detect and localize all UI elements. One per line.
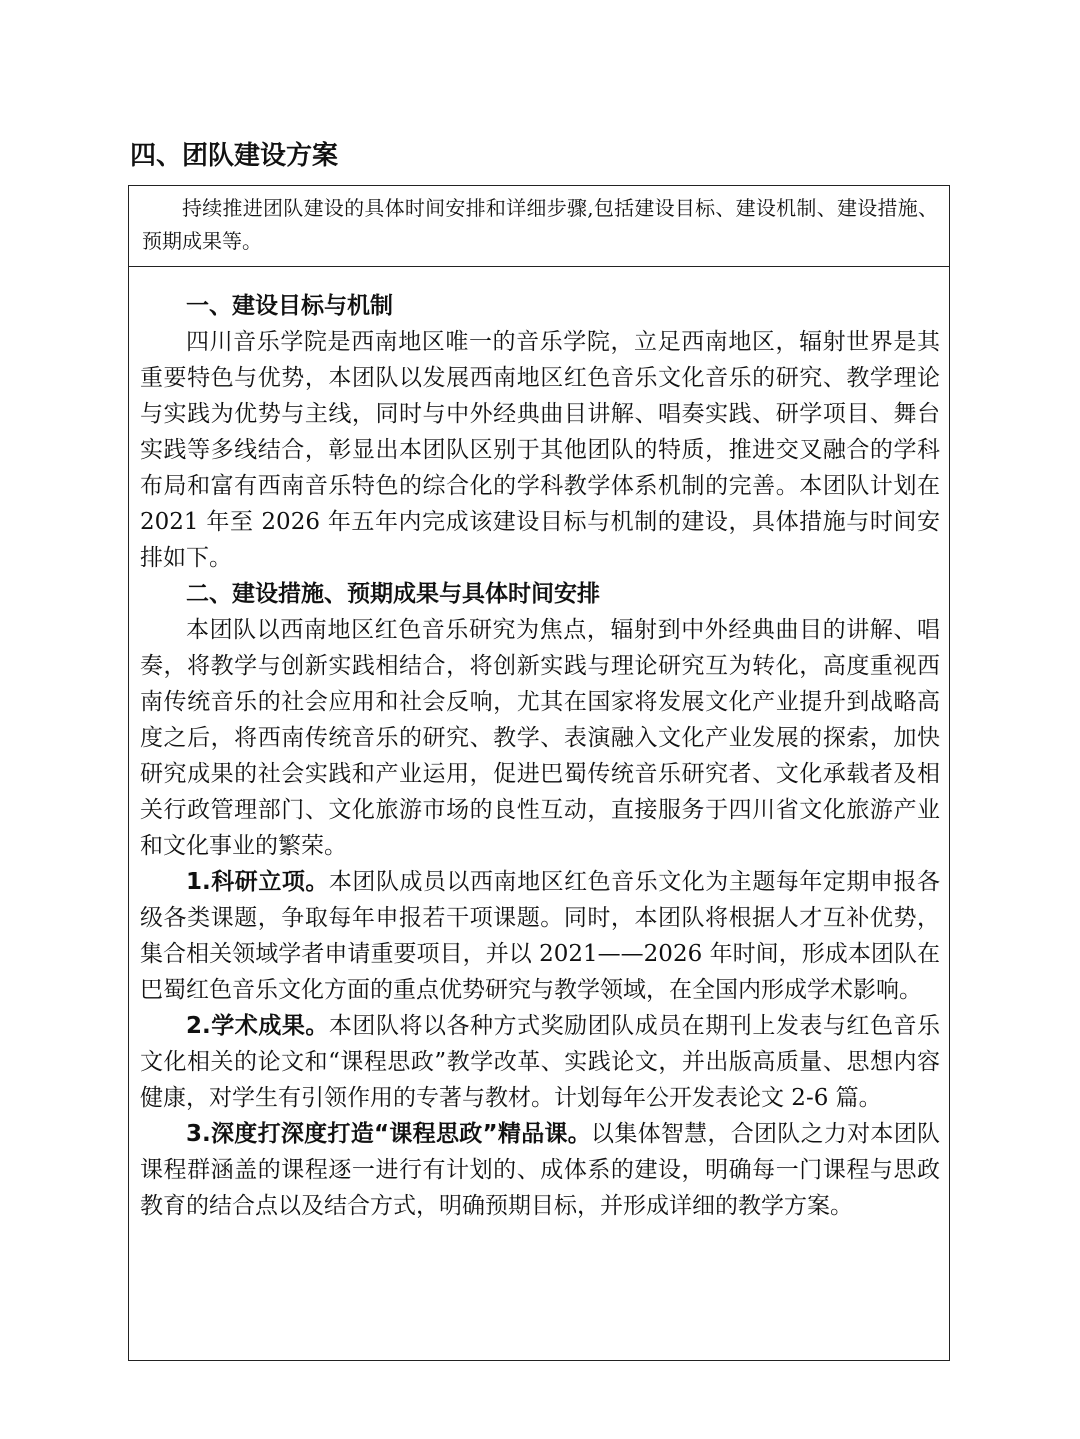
item-research-text: 本团队成员以西南地区红色音乐文化为主题每年定期申报各级各类课题，争取每年申报若干项课题。同时，本团队将根据人才互补优势，集合相关领域学者申请重要项目，并以 2021——2026 年时间，形成本团队在巴蜀红色音乐文化方面的重点优势研究与教学领域，在全国内形成学术影响。 <box>140 869 940 1003</box>
item-academic-text: 本团队将以各种方式奖励团队成员在期刊上发表与红色音乐文化相关的论文和“课程思政”教学改革、实践论文，并出版高质量、思想内容健康，对学生有引领作用的专著与教材。计划每年公开发表论文 2-6 篇。 <box>140 1013 940 1111</box>
content-table <box>128 185 950 1361</box>
table-divider <box>129 266 949 267</box>
section-title: 四、团队建设方案 <box>130 141 339 171</box>
item-academic-title: 2.学术成果。 <box>186 1013 329 1039</box>
heading-measures: 二、建设措施、预期成果与具体时间安排 <box>186 581 600 607</box>
item-academic-results <box>140 1008 940 1116</box>
item-course-text: 以集体智慧，合团队之力对本团队课程群涵盖的课程逐一进行有计划的、成体系的建设，明确每一门课程与思政教育的结合点以及结合方式，明确预期目标，并形成详细的教学方案。 <box>140 1121 940 1219</box>
item-course-title: 3.深度打深度打造“课程思政”精品课。 <box>186 1121 592 1147</box>
item-quality-course <box>140 1116 940 1224</box>
item-research-title: 1.科研立项。 <box>186 869 329 895</box>
paragraph-measures: 本团队以西南地区红色音乐研究为焦点，辐射到中外经典曲目的讲解、唱奏，将教学与创新实践相结合，将创新实践与理论研究互为转化，高度重视西南传统音乐的社会应用和社会反响，尤其在国家将发展文化产业提升到战略高度之后，将西南传统音乐的研究、教学、表演融入文化产业发展的探索，加快研究成果的社会实践和产业运用，促进巴蜀传统音乐研究者、文化承载者及相关行政管理部门、文化旅游市场的良性互动，直接服务于四川省文化旅游产业和文化事业的繁荣。 <box>140 617 940 859</box>
paragraph-goals: 四川音乐学院是西南地区唯一的音乐学院，立足西南地区，辐射世界是其重要特色与优势，本团队以发展西南地区红色音乐文化音乐的研究、教学理论与实践为优势与主线，同时与中外经典曲目讲解、唱奏实践、研学项目、舞台实践等多线结合，彰显出本团队区别于其他团队的特质，推进交叉融合的学科布局和富有西南音乐特色的综合化的学科教学体系机制的完善。本团队计划在 2021 年至 2026 年五年内完成该建设目标与机制的建设，具体措施与时间安排如下。 <box>140 329 940 571</box>
item-research-projects <box>140 864 940 1008</box>
heading-goals: 一、建设目标与机制 <box>186 293 393 319</box>
content-body <box>140 284 940 1224</box>
prompt-text: 持续推进团队建设的具体时间安排和详细步骤,包括建设目标、建设机制、建设措施、预期成果等。 <box>142 196 938 253</box>
